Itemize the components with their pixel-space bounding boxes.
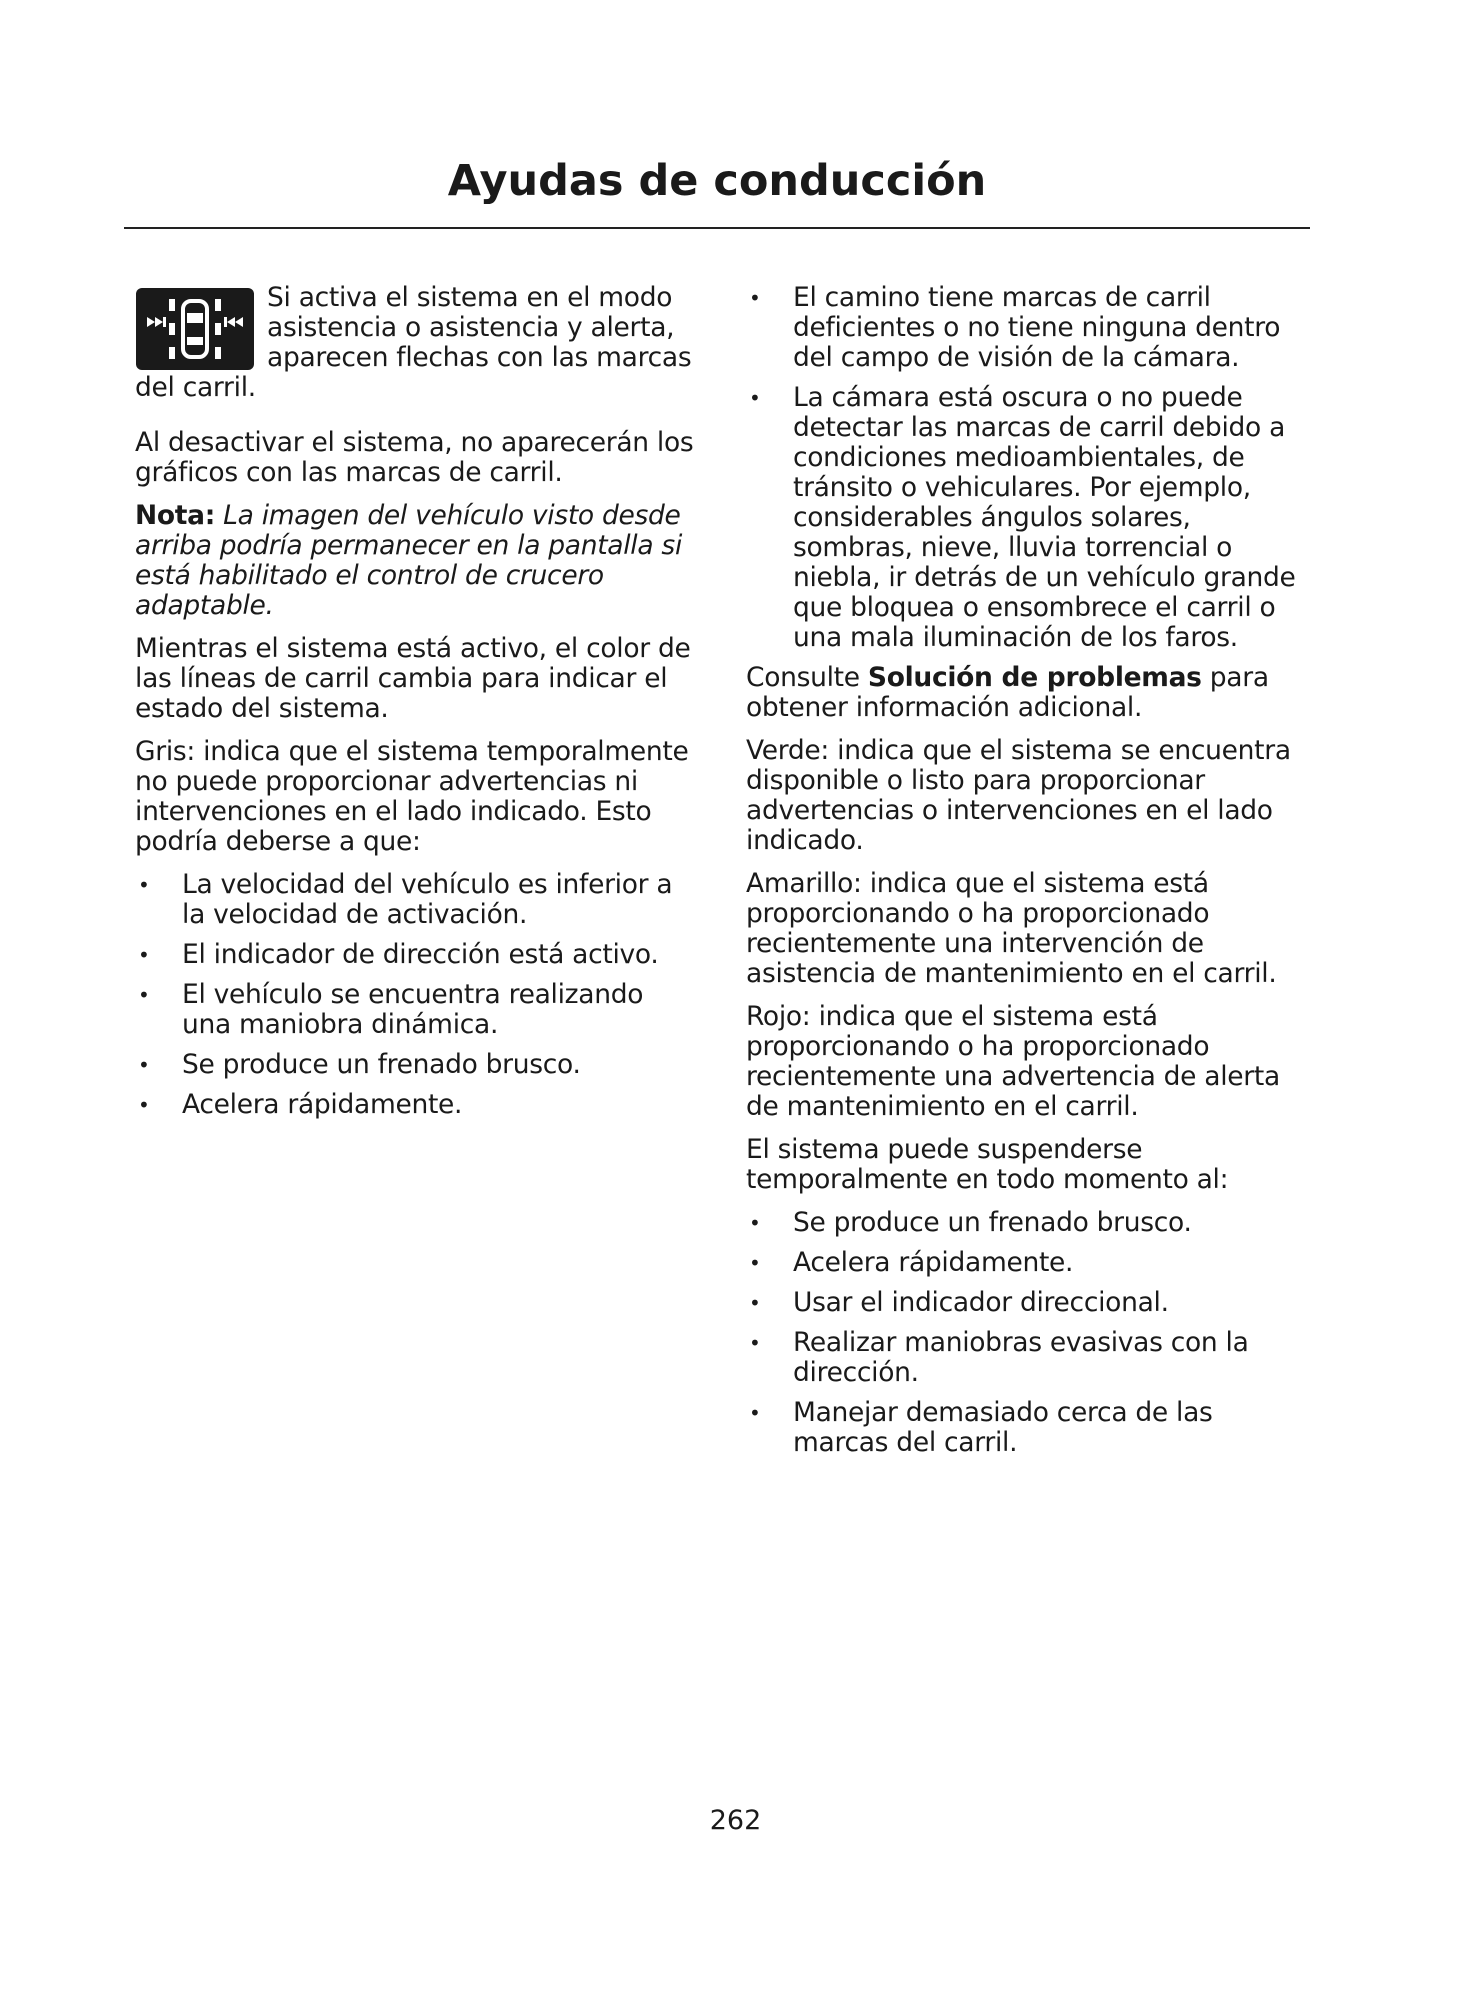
page-title: Ayudas de conducción — [447, 156, 987, 206]
suspend-paragraph: El sistema puede suspenderse temporalmente en todo momento al: — [746, 1134, 1229, 1195]
list-item: • La cámara está oscura o no puede detectar las marcas de carril debido a condiciones medioambientales, de tránsito o vehiculares. Por ejemplo, considerables ángulos solares, sombras, nieve, lluvia torrencial o niebla, ir detrás de un vehículo grande que bloquea o ensombrece el carril o una mala iluminación de los faros. — [749, 382, 1296, 653]
list-item: • El camino tiene marcas de carril deficientes o no tiene ninguna dentro del campo de visión de la cámara. — [749, 282, 1281, 373]
page-number: 262 — [709, 1805, 762, 1836]
note-label: Nota: — [135, 500, 216, 531]
suspend-causes-list — [746, 1208, 1311, 1458]
intro-paragraph: Si activa el sistema en el modo asistencia o asistencia y alerta, aparecen flechas con las marcas del carril. — [135, 282, 692, 403]
left-column — [135, 283, 695, 1130]
list-item: • Se produce un frenado brusco. — [138, 1049, 581, 1080]
list-item: • Realizar maniobras evasivas con la dirección. — [749, 1327, 1249, 1388]
yellow-paragraph: Amarillo: indica que el sistema está proporcionando o ha proporcionado recientemente una intervención de asistencia de mantenimiento en el carril. — [746, 868, 1277, 989]
list-item: • Manejar demasiado cerca de las marcas del carril. — [749, 1397, 1213, 1458]
list-item: • Acelera rápidamente. — [138, 1089, 463, 1120]
gray-causes-list — [135, 870, 695, 1120]
deactivate-paragraph: Al desactivar el sistema, no aparecerán los gráficos con las marcas de carril. — [135, 427, 694, 488]
note-paragraph — [135, 501, 695, 621]
green-paragraph: Verde: indica que el sistema se encuentra disponible o listo para proporcionar advertencias o intervenciones en el lado indicado. — [746, 735, 1291, 856]
list-item: • Acelera rápidamente. — [749, 1247, 1074, 1278]
color-paragraph: Mientras el sistema está activo, el color de las líneas de carril cambia para indicar el estado del sistema. — [135, 633, 691, 724]
troubleshooting-reference: Solución de problemas — [867, 662, 1202, 693]
camera-causes-list — [746, 283, 1311, 653]
gray-paragraph: Gris: indica que el sistema temporalmente no puede proporcionar advertencias ni intervenciones en el lado indicado. Esto podría deberse a que: — [135, 736, 689, 857]
lane-keeping-icon — [135, 287, 255, 371]
list-item: • El vehículo se encuentra realizando una maniobra dinámica. — [138, 979, 644, 1040]
list-item: • Usar el indicador direccional. — [749, 1287, 1169, 1318]
header-divider — [124, 227, 1310, 229]
consult-paragraph: Consulte Solución de problemas para obtener información adicional. — [746, 662, 1269, 723]
note-text: La imagen del vehículo visto desde arriba podría permanecer en la pantalla si está habilitado el control de crucero adaptable. — [135, 500, 683, 621]
list-item: • Se produce un frenado brusco. — [749, 1207, 1192, 1238]
list-item: • La velocidad del vehículo es inferior a la velocidad de activación. — [138, 869, 673, 930]
list-item: • El indicador de dirección está activo. — [138, 939, 659, 970]
red-paragraph: Rojo: indica que el sistema está proporcionando o ha proporcionado recientemente una advertencia de alerta de mantenimiento en el carril. — [746, 1001, 1280, 1122]
right-column — [746, 283, 1311, 1468]
